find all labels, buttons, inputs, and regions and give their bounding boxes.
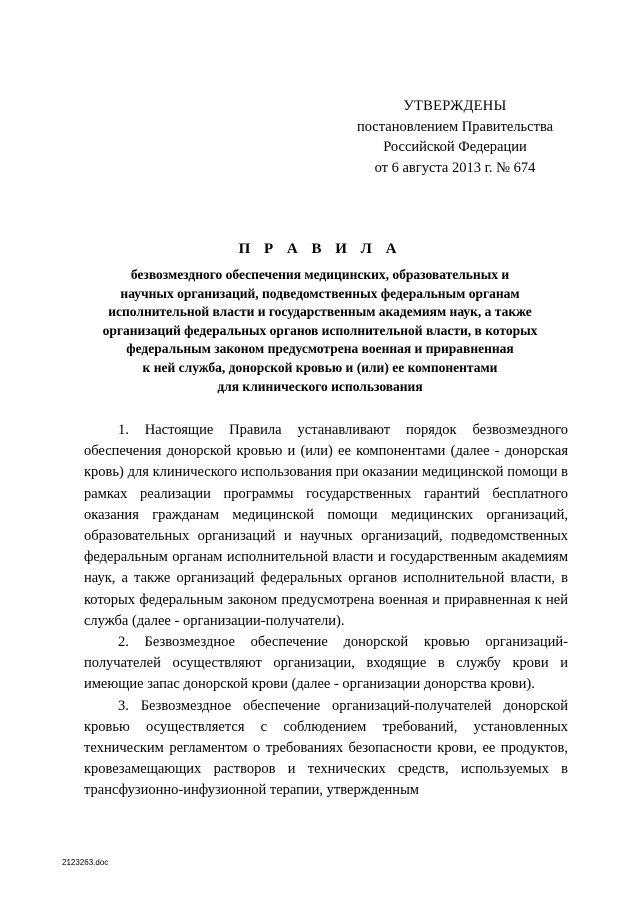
subtitle-line: организаций федеральных органов исполнительной власти, в которых [102, 322, 538, 338]
document-subtitle [60, 266, 580, 396]
paragraph-3: 3. Безвозмездное обеспечение организаций-получателей донорской кровью осуществляется с соблюдением требований, установленных техническим регламентом о требованиях безопасности крови, ее продуктов, кровезамещающих растворов и технических средств, используемых в трансфузионно-инфузионной терапии, утвержденным [84, 697, 568, 799]
approval-decree-line: постановлением Правительства [356, 118, 554, 135]
subtitle-line: к ней служба, донорской кровью и (или) ее компонентами [142, 359, 498, 375]
approval-date-number-line: от 6 августа 2013 г. № 674 [374, 159, 536, 176]
paragraph-2: 2. Безвозмездное обеспечение донорской кровью организаций-получателей осуществляют организации, входящие в службу крови и имеющие запас донорской крови (далее - организации донорства крови). [84, 634, 568, 693]
paragraph-1: 1. Настоящие Правила устанавливают порядок безвозмездного обеспечения донорской кровью и (или) ее компонентами (далее - донорская кровь) для клинического использования при оказании медицинской помощи в рамках реализации программы государственных гарантий бесплатного оказания гражданам медицинской помощи медицинских организаций, образовательных организаций и научных организаций, подведомственных федеральным органам исполнительной власти и государственным академиям наук, а также организаций федеральных органов исполнительной власти, в которых федеральным законом предусмотрена военная и приравненная к ней служба (далее - организации-получатели). [84, 422, 568, 629]
subtitle-line: научных организаций, подведомственных федеральным органам [120, 285, 520, 301]
file-code: 2123263.doc [62, 858, 109, 867]
subtitle-line: для клинического использования [217, 378, 423, 394]
approval-title: УТВЕРЖДЕНЫ [403, 98, 507, 114]
subtitle-line: исполнительной власти и государственным академиям наук, а также [108, 304, 532, 320]
approval-block [330, 96, 580, 178]
document-body [84, 420, 568, 802]
document-title: П Р А В И Л А [238, 241, 402, 257]
approval-country-line: Российской Федерации [383, 139, 527, 155]
subtitle-line: безвозмездного обеспечения медицинских, образовательных и [130, 267, 510, 282]
subtitle-line: федеральным законом предусмотрена военная и приравненная [126, 341, 514, 357]
